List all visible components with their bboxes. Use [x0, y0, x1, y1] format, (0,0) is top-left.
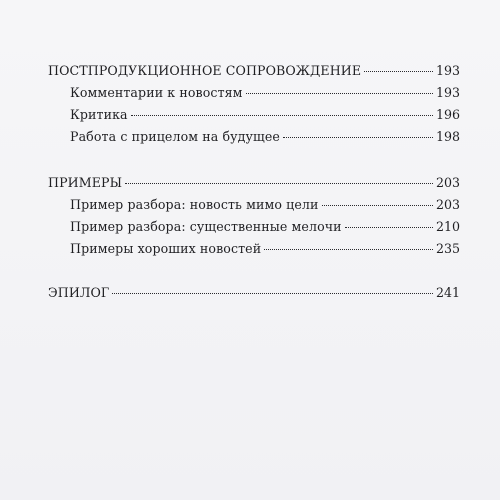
toc-item	[48, 194, 460, 216]
toc-item	[48, 216, 460, 238]
toc-section-postproduction	[48, 60, 460, 82]
toc-page-number: 203	[435, 175, 460, 190]
section-spacer	[48, 148, 460, 172]
dot-leader	[125, 183, 433, 184]
toc-item-title: Пример разбора: существенные мелочи	[70, 219, 342, 234]
toc-page-number: 193	[435, 63, 460, 78]
toc-page-number: 196	[435, 107, 460, 122]
toc-section-title: ЭПИЛОГ	[48, 285, 110, 300]
dot-leader	[345, 227, 433, 228]
dot-leader	[364, 71, 433, 72]
dot-leader	[283, 137, 433, 138]
toc-item-title: Пример разбора: новость мимо цели	[70, 197, 319, 212]
toc-item	[48, 104, 460, 126]
dot-leader	[131, 115, 433, 116]
dot-leader	[246, 93, 433, 94]
toc-item-title: Работа с прицелом на будущее	[70, 129, 280, 144]
toc-page-number: 210	[435, 219, 460, 234]
toc-section-epilogue	[48, 282, 460, 304]
toc-page-number: 198	[435, 129, 460, 144]
toc-page-number: 235	[435, 241, 460, 256]
toc-section-examples	[48, 172, 460, 194]
toc-item-title: Критика	[70, 107, 128, 122]
toc-item	[48, 126, 460, 148]
toc-item-title: Комментарии к новостям	[70, 85, 243, 100]
table-of-contents	[48, 60, 460, 304]
toc-item-title: Примеры хороших новостей	[70, 241, 262, 256]
toc-section-title: ПОСТПРОДУКЦИОННОЕ СОПРОВОЖДЕНИЕ	[48, 63, 362, 78]
dot-leader	[112, 293, 433, 294]
dot-leader	[264, 249, 433, 250]
toc-page-number: 241	[435, 285, 460, 300]
toc-item	[48, 82, 460, 104]
dot-leader	[322, 205, 433, 206]
section-spacer	[48, 260, 460, 282]
toc-item	[48, 238, 460, 260]
toc-page-number: 203	[435, 197, 460, 212]
toc-page-number: 193	[435, 85, 460, 100]
toc-section-title: ПРИМЕРЫ	[48, 175, 123, 190]
